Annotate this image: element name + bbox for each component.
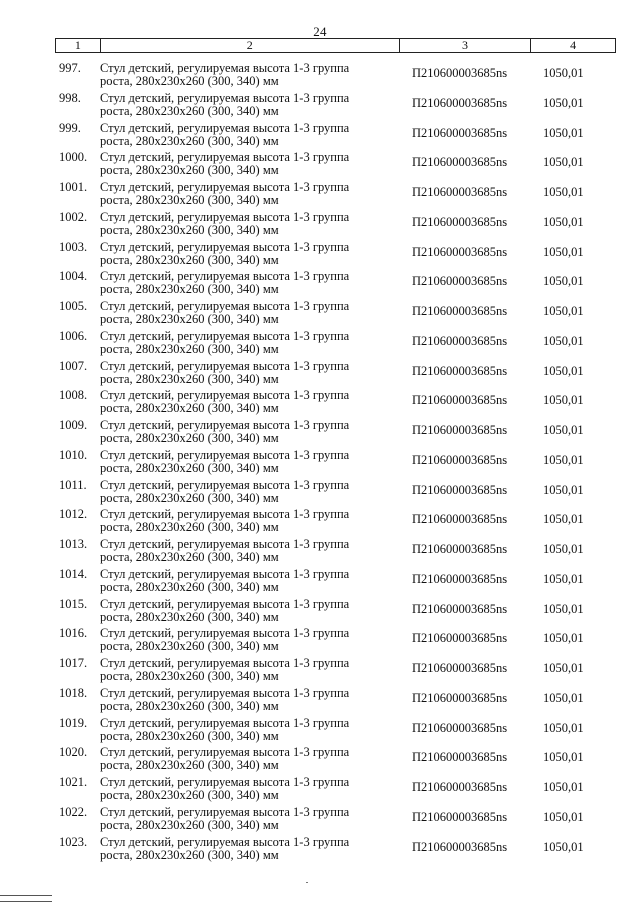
row-number: 1003. bbox=[59, 239, 88, 254]
row-description-line-1: Стул детский, регулируемая высота 1-3 группа bbox=[100, 209, 350, 224]
row-number: 1018. bbox=[59, 685, 88, 700]
row-description-line-1: Стул детский, регулируемая высота 1-3 группа bbox=[100, 418, 350, 432]
table-row bbox=[55, 717, 625, 747]
row-price: 1050,01 bbox=[543, 423, 584, 437]
row-code: П210600003685ns bbox=[412, 95, 508, 110]
table-row bbox=[55, 300, 625, 330]
table-row bbox=[55, 151, 625, 181]
row-number: 1015. bbox=[59, 596, 88, 611]
row-description-line-1: Стул детский, регулируемая высота 1-3 группа bbox=[100, 180, 350, 194]
row-description-line-1: Стул детский, регулируемая высота 1-3 группа bbox=[100, 61, 350, 75]
row-number: 1007. bbox=[59, 358, 88, 373]
table-row bbox=[55, 479, 625, 509]
table-row bbox=[55, 627, 625, 657]
row-description bbox=[100, 419, 400, 445]
row-price: 1050,01 bbox=[543, 185, 584, 199]
row-description bbox=[100, 687, 400, 713]
row-number: 1016. bbox=[59, 626, 88, 641]
row-price: 1050,01 bbox=[543, 542, 584, 556]
table-row bbox=[55, 508, 625, 538]
row-description-line-2: роста, 280x230x260 (300, 340) мм bbox=[100, 669, 279, 683]
column-header-4: 4 bbox=[570, 38, 577, 52]
row-number: 1012. bbox=[59, 507, 88, 522]
row-number: 1004. bbox=[59, 269, 88, 284]
table-row bbox=[55, 211, 625, 241]
row-number: 1002. bbox=[59, 209, 88, 224]
row-description bbox=[100, 449, 400, 475]
row-description bbox=[100, 151, 400, 177]
table-row bbox=[55, 419, 625, 449]
row-description-line-2: роста, 280x230x260 (300, 340) мм bbox=[100, 817, 279, 832]
row-description-line-2: роста, 280x230x260 (300, 340) мм bbox=[100, 460, 279, 475]
row-number: 1014. bbox=[59, 566, 88, 581]
table-row bbox=[55, 330, 625, 360]
row-description bbox=[100, 746, 400, 772]
table-row bbox=[55, 62, 625, 92]
row-description bbox=[100, 568, 400, 594]
row-number: 1008. bbox=[59, 388, 88, 403]
row-number: 998. bbox=[59, 90, 81, 105]
row-description bbox=[100, 836, 400, 862]
row-code: П210600003685ns bbox=[412, 214, 508, 229]
table-row bbox=[55, 687, 625, 717]
row-description-line-2: роста, 280x230x260 (300, 340) мм bbox=[100, 252, 279, 267]
row-number: 1006. bbox=[59, 328, 88, 343]
row-description-line-2: роста, 280x230x260 (300, 340) мм bbox=[100, 431, 279, 445]
row-description bbox=[100, 300, 400, 326]
row-price: 1050,01 bbox=[543, 571, 584, 586]
table-row bbox=[55, 598, 625, 628]
row-description-line-2: роста, 280x230x260 (300, 340) мм bbox=[100, 282, 279, 297]
row-description-line-1: Стул детский, регулируемая высота 1-3 группа bbox=[100, 239, 350, 254]
row-description bbox=[100, 538, 400, 564]
row-price: 1050,01 bbox=[543, 720, 584, 735]
table-row bbox=[55, 568, 625, 598]
row-code: П210600003685ns bbox=[412, 661, 508, 675]
table-body bbox=[55, 62, 625, 865]
row-price: 1050,01 bbox=[543, 661, 584, 675]
row-price: 1050,01 bbox=[543, 750, 584, 765]
row-number: 997. bbox=[59, 61, 81, 75]
row-code: П210600003685ns bbox=[412, 333, 508, 348]
row-description bbox=[100, 627, 400, 653]
table-row bbox=[55, 122, 625, 152]
table-row bbox=[55, 360, 625, 390]
table-row bbox=[55, 836, 625, 866]
row-description-line-2: роста, 280x230x260 (300, 340) мм bbox=[100, 401, 279, 416]
row-description bbox=[100, 389, 400, 415]
row-description-line-1: Стул детский, регулируемая высота 1-3 группа bbox=[100, 90, 350, 105]
row-description-line-2: роста, 280x230x260 (300, 340) мм bbox=[100, 728, 279, 743]
row-description bbox=[100, 479, 400, 505]
row-price: 1050,01 bbox=[543, 809, 584, 824]
scan-margin-mark bbox=[0, 895, 52, 902]
row-description-line-1: Стул детский, регулируемая высота 1-3 группа bbox=[100, 745, 350, 760]
row-price: 1050,01 bbox=[543, 214, 584, 229]
row-price: 1050,01 bbox=[543, 512, 584, 527]
row-price: 1050,01 bbox=[543, 839, 584, 854]
row-description-line-1: Стул детский, регулируемая высота 1-3 группа bbox=[100, 477, 350, 492]
row-description-line-2: роста, 280x230x260 (300, 340) мм bbox=[100, 609, 279, 624]
row-description-line-1: Стул детский, регулируемая высота 1-3 группа bbox=[100, 388, 350, 403]
row-description-line-1: Стул детский, регулируемая высота 1-3 группа bbox=[100, 804, 350, 819]
row-number: 1017. bbox=[59, 656, 88, 670]
row-description bbox=[100, 806, 400, 832]
table-row bbox=[55, 92, 625, 122]
table-row bbox=[55, 746, 625, 776]
row-code: П210600003685ns bbox=[412, 423, 508, 437]
row-code: П210600003685ns bbox=[412, 155, 508, 170]
table-row bbox=[55, 449, 625, 479]
row-code: П210600003685ns bbox=[412, 452, 508, 467]
row-code: П210600003685ns bbox=[412, 66, 508, 80]
row-price: 1050,01 bbox=[543, 274, 584, 289]
row-code: П210600003685ns bbox=[412, 750, 508, 765]
row-description-line-2: роста, 280x230x260 (300, 340) мм bbox=[100, 490, 279, 505]
row-description-line-1: Стул детский, регулируемая высота 1-3 группа bbox=[100, 775, 350, 789]
row-description-line-2: роста, 280x230x260 (300, 340) мм bbox=[100, 520, 279, 535]
row-description bbox=[100, 717, 400, 743]
column-header-2: 2 bbox=[101, 39, 400, 52]
row-number: 1020. bbox=[59, 745, 88, 760]
row-description-line-1: Стул детский, регулируемая высота 1-3 группа bbox=[100, 656, 350, 670]
row-number: 1019. bbox=[59, 715, 88, 730]
row-description-line-2: роста, 280x230x260 (300, 340) мм bbox=[100, 312, 279, 326]
table-row bbox=[55, 241, 625, 271]
row-code: П210600003685ns bbox=[412, 393, 508, 408]
row-description-line-2: роста, 280x230x260 (300, 340) мм bbox=[100, 758, 279, 773]
row-number: 1000. bbox=[59, 150, 88, 165]
row-price: 1050,01 bbox=[543, 631, 584, 646]
row-price: 1050,01 bbox=[543, 601, 584, 616]
row-description-line-1: Стул детский, регулируемая высота 1-3 группа bbox=[100, 299, 350, 313]
row-code: П210600003685ns bbox=[412, 571, 508, 586]
row-code: П210600003685ns bbox=[412, 780, 508, 794]
row-description-line-2: роста, 280x230x260 (300, 340) мм bbox=[100, 579, 279, 594]
row-description bbox=[100, 330, 400, 356]
row-description-line-2: роста, 280x230x260 (300, 340) мм bbox=[100, 639, 279, 654]
row-price: 1050,01 bbox=[543, 304, 584, 318]
row-description-line-2: роста, 280x230x260 (300, 340) мм bbox=[100, 193, 279, 207]
column-header-1: 1 bbox=[56, 39, 101, 52]
row-code: П210600003685ns bbox=[412, 839, 508, 854]
row-description bbox=[100, 657, 400, 683]
table-header bbox=[55, 38, 616, 53]
row-description-line-1: Стул детский, регулируемая высота 1-3 группа bbox=[100, 447, 350, 462]
row-code: П210600003685ns bbox=[412, 304, 508, 318]
page-number: 24 bbox=[313, 24, 327, 39]
row-price: 1050,01 bbox=[543, 66, 584, 80]
row-code: П210600003685ns bbox=[412, 125, 508, 140]
row-description-line-1: Стул детский, регулируемая высота 1-3 группа bbox=[100, 358, 350, 373]
row-code: П210600003685ns bbox=[412, 542, 508, 556]
row-code: П210600003685ns bbox=[412, 185, 508, 199]
table-row bbox=[55, 389, 625, 419]
scan-speck bbox=[306, 882, 308, 883]
row-number: 1011. bbox=[59, 477, 87, 492]
row-description-line-2: роста, 280x230x260 (300, 340) мм bbox=[100, 698, 279, 713]
row-number: 1013. bbox=[59, 537, 88, 551]
row-description-line-1: Стул детский, регулируемая высота 1-3 группа bbox=[100, 566, 350, 581]
row-description bbox=[100, 211, 400, 237]
row-description-line-1: Стул детский, регулируемая высота 1-3 группа bbox=[100, 715, 350, 730]
row-number: 999. bbox=[59, 120, 81, 135]
row-number: 1021. bbox=[59, 775, 88, 789]
row-price: 1050,01 bbox=[543, 690, 584, 705]
table-row bbox=[55, 270, 625, 300]
row-number: 1010. bbox=[59, 447, 88, 462]
row-description-line-1: Стул детский, регулируемая высота 1-3 группа bbox=[100, 507, 350, 522]
row-code: П210600003685ns bbox=[412, 512, 508, 527]
row-description-line-2: роста, 280x230x260 (300, 340) мм bbox=[100, 550, 279, 564]
row-code: П210600003685ns bbox=[412, 244, 508, 259]
row-price: 1050,01 bbox=[543, 125, 584, 140]
row-price: 1050,01 bbox=[543, 363, 584, 378]
row-number: 1022. bbox=[59, 804, 88, 819]
row-description-line-2: роста, 280x230x260 (300, 340) мм bbox=[100, 133, 279, 148]
table-row bbox=[55, 776, 625, 806]
row-price: 1050,01 bbox=[543, 393, 584, 408]
row-description bbox=[100, 122, 400, 148]
table-row bbox=[55, 538, 625, 568]
row-description bbox=[100, 92, 400, 118]
row-description-line-2: роста, 280x230x260 (300, 340) мм bbox=[100, 74, 279, 88]
row-description-line-2: роста, 280x230x260 (300, 340) мм bbox=[100, 788, 279, 802]
row-description bbox=[100, 241, 400, 267]
row-description-line-1: Стул детский, регулируемая высота 1-3 группа bbox=[100, 269, 350, 284]
row-description-line-1: Стул детский, регулируемая высота 1-3 группа bbox=[100, 537, 350, 551]
row-description-line-1: Стул детский, регулируемая высота 1-3 группа bbox=[100, 150, 350, 165]
row-price: 1050,01 bbox=[543, 155, 584, 170]
row-price: 1050,01 bbox=[543, 333, 584, 348]
row-description bbox=[100, 181, 400, 207]
row-number: 1009. bbox=[59, 418, 88, 432]
row-code: П210600003685ns bbox=[412, 631, 508, 646]
row-number: 1023. bbox=[59, 834, 88, 849]
row-description-line-1: Стул детский, регулируемая высота 1-3 группа bbox=[100, 626, 350, 641]
row-number: 1005. bbox=[59, 299, 88, 313]
column-header-3: 3 bbox=[400, 39, 532, 52]
row-description-line-2: роста, 280x230x260 (300, 340) мм bbox=[100, 371, 279, 386]
row-description-line-1: Стул детский, регулируемая высота 1-3 группа bbox=[100, 685, 350, 700]
table-row bbox=[55, 657, 625, 687]
row-code: П210600003685ns bbox=[412, 720, 508, 735]
row-description-line-2: роста, 280x230x260 (300, 340) мм bbox=[100, 222, 279, 237]
row-price: 1050,01 bbox=[543, 780, 584, 794]
row-description bbox=[100, 360, 400, 386]
row-number: 1001. bbox=[59, 180, 88, 194]
table-row bbox=[55, 181, 625, 211]
row-description-line-1: Стул детский, регулируемая высота 1-3 группа bbox=[100, 834, 350, 849]
row-code: П210600003685ns bbox=[412, 690, 508, 705]
row-price: 1050,01 bbox=[543, 244, 584, 259]
row-description bbox=[100, 270, 400, 296]
row-price: 1050,01 bbox=[543, 482, 584, 497]
row-description bbox=[100, 598, 400, 624]
row-code: П210600003685ns bbox=[412, 601, 508, 616]
row-description-line-2: роста, 280x230x260 (300, 340) мм bbox=[100, 341, 279, 356]
row-price: 1050,01 bbox=[543, 452, 584, 467]
row-price: 1050,01 bbox=[543, 95, 584, 110]
row-code: П210600003685ns bbox=[412, 274, 508, 289]
row-description bbox=[100, 508, 400, 534]
row-description-line-2: роста, 280x230x260 (300, 340) мм bbox=[100, 163, 279, 178]
row-description-line-2: роста, 280x230x260 (300, 340) мм bbox=[100, 847, 279, 862]
row-description-line-1: Стул детский, регулируемая высота 1-3 группа bbox=[100, 328, 350, 343]
row-description bbox=[100, 62, 400, 88]
row-code: П210600003685ns bbox=[412, 809, 508, 824]
row-description-line-1: Стул детский, регулируемая высота 1-3 группа bbox=[100, 120, 350, 135]
row-description-line-2: роста, 280x230x260 (300, 340) мм bbox=[100, 103, 279, 118]
row-code: П210600003685ns bbox=[412, 363, 508, 378]
row-description bbox=[100, 776, 400, 802]
table-row bbox=[55, 806, 625, 836]
row-description-line-1: Стул детский, регулируемая высота 1-3 группа bbox=[100, 596, 350, 611]
row-code: П210600003685ns bbox=[412, 482, 508, 497]
